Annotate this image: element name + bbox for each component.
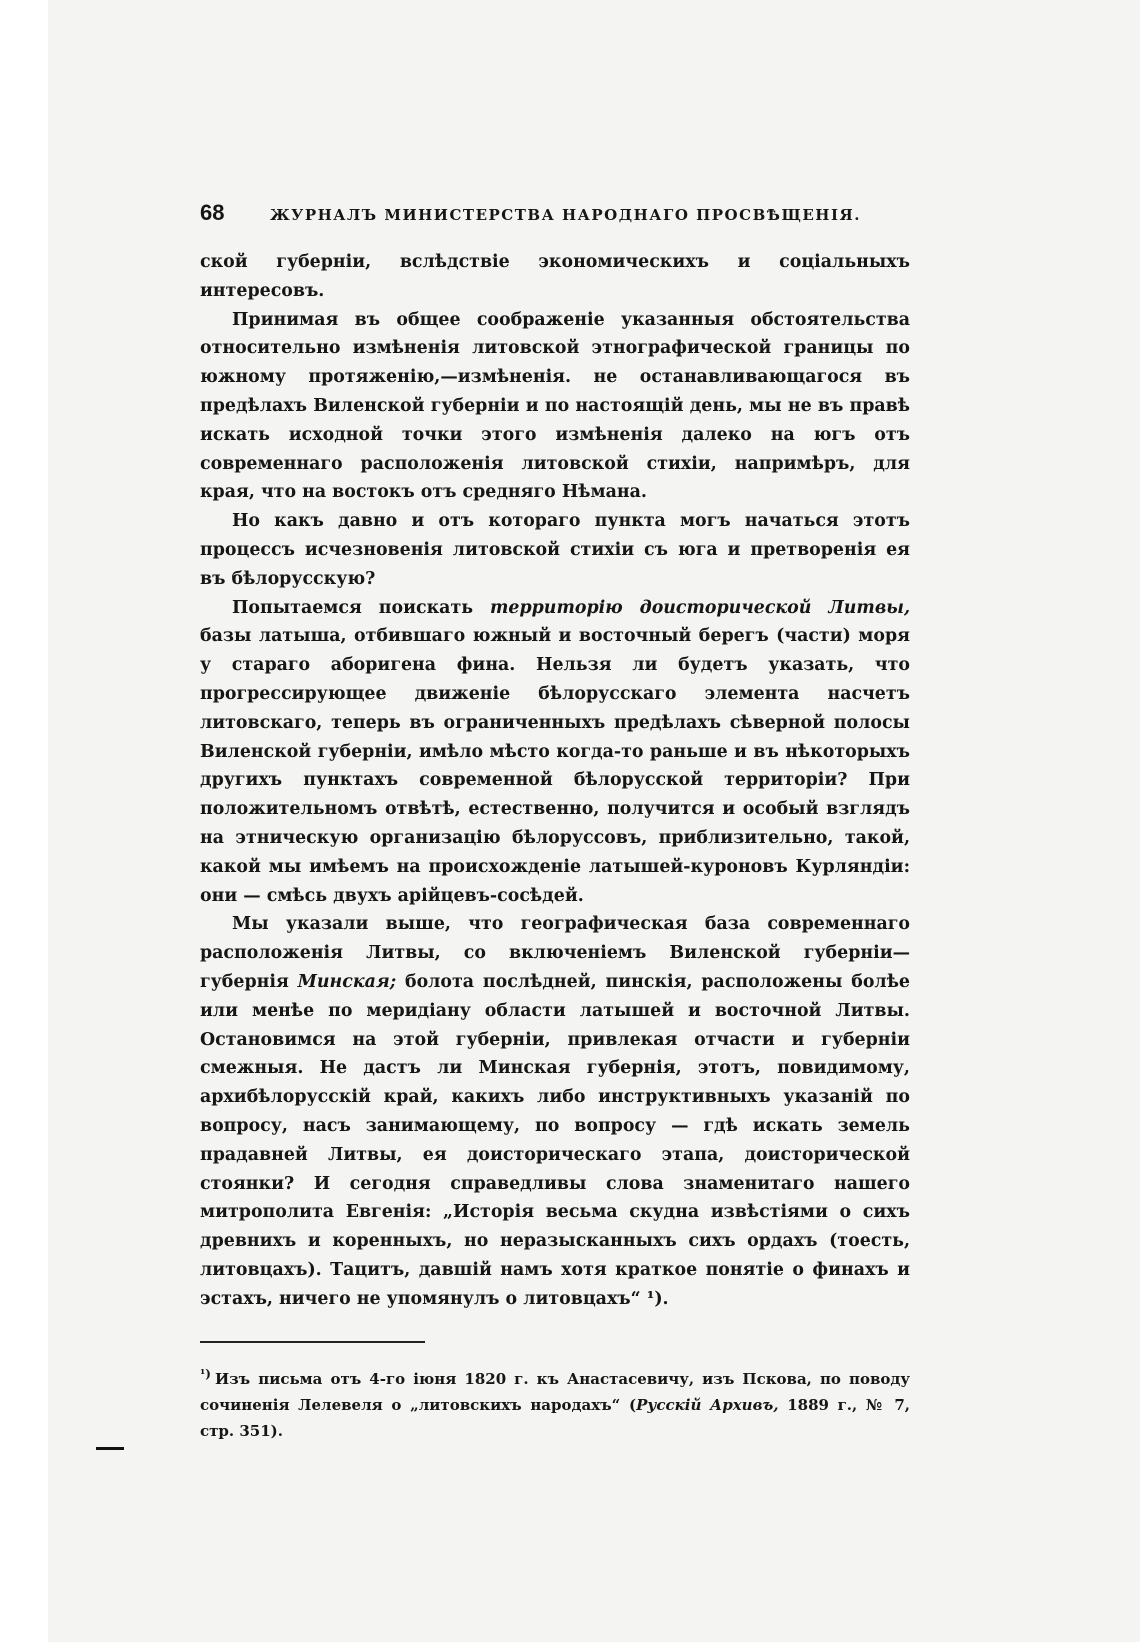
italic-phrase: Минская; [297, 971, 397, 992]
journal-title: ЖУРНАЛЪ МИНИСТЕРСТВА НАРОДНАГО ПРОСВѢЩЕНІЯ. [270, 206, 861, 224]
italic-phrase: территорію доисторической Литвы, [490, 597, 910, 618]
paragraph-2: Принимая въ общее соображеніе указанныя обстоятельства относительно измѣненія литовской этнографической границы по южному протяженію,—измѣненія. не останавливающагося въ предѣлахъ Виленской губерніи и по настоящій день, мы не въ правѣ искать исходной точки этого измѣненія далеко на югъ отъ современнаго расположенія литовской стихіи, напримѣръ, для края, что на востокъ отъ средняго Нѣмана. [200, 309, 910, 503]
margin-mark [96, 1447, 124, 1450]
paragraph-1: ской губерніи, вслѣдствіе экономическихъ и соціальныхъ интересовъ. [200, 252, 910, 301]
scan-edge [0, 0, 48, 1642]
body-text [200, 248, 910, 1313]
footnote-marker: ¹) [200, 1367, 211, 1382]
document-page [200, 200, 910, 1444]
paragraph-3: Но какъ давно и отъ котораго пункта могъ начаться этотъ процессъ исчезновенія литовской стихіи съ юга и претворенія ея въ бѣлорусскую? [200, 511, 910, 589]
footnote-italic-source: Русскій Архивъ, [636, 1396, 779, 1415]
footnote-rule [200, 1341, 425, 1343]
page-number: 68 [200, 200, 225, 225]
paragraph-4: Попытаемся поискать территорію доисторической Литвы, базы латыша, отбившаго южный и восточный берегъ (части) моря у стараго аборигена фина. Нельзя ли будетъ указать, что прогрессирующее движеніе бѣлорусскаго элемента насчетъ литовскаго, теперь въ ограниченныхъ предѣлахъ сѣверной полосы Виленской губерніи, имѣло мѣсто когда-то раньше и въ нѣкоторыхъ другихъ пунктахъ современной бѣлорусской территоріи? При положительномъ отвѣтѣ, естественно, получится и особый взглядъ на этническую организацію бѣлоруссовъ, приблизительно, такой, какой мы имѣемъ на происхожденіе латышей-куроновъ Курляндіи: они — смѣсь двухъ арійцевъ-сосѣдей. [200, 597, 910, 906]
footnote: $^{^1)}$ Изъ письма отъ 4-го іюня 1820 г. къ Анастасевичу, изъ Пскова, по поводу сочиненія Лелевеля о „литовскихъ народахъ“ (Русскій Архивъ, 1889 г., № 7, стр. 351). [200, 1367, 910, 1441]
running-head [200, 200, 910, 226]
paragraph-5: Мы указали выше, что географическая база современнаго расположенія Литвы, со включеніемъ Виленской губерніи—губернія Минская; болота послѣдней, пинскія, расположены болѣе или менѣе по меридіану области латышей и восточной Литвы. Остановимся на этой губерніи, привлекая отчасти и губерніи смежныя. Не дастъ ли Минская губернія, этотъ, повидимому, архибѣлорусскій край, какихъ либо инструктивныхъ указаній по вопросу, насъ занимающему, по вопросу — гдѣ искать земель прадавней Литвы, ея доисторическаго этапа, доисторической стоянки? И сегодня справедливы слова знаменитаго нашего митрополита Евгенія: „Исторія весьма скудна извѣстіями о сихъ древнихъ и коренныхъ, но неразысканныхъ сихъ ордахъ (тоесть, литовцахъ). Тацитъ, давшій намъ хотя краткое понятіе о финахъ и эстахъ, ничего не упомянулъ о литовцахъ“ ¹). [200, 914, 910, 1309]
